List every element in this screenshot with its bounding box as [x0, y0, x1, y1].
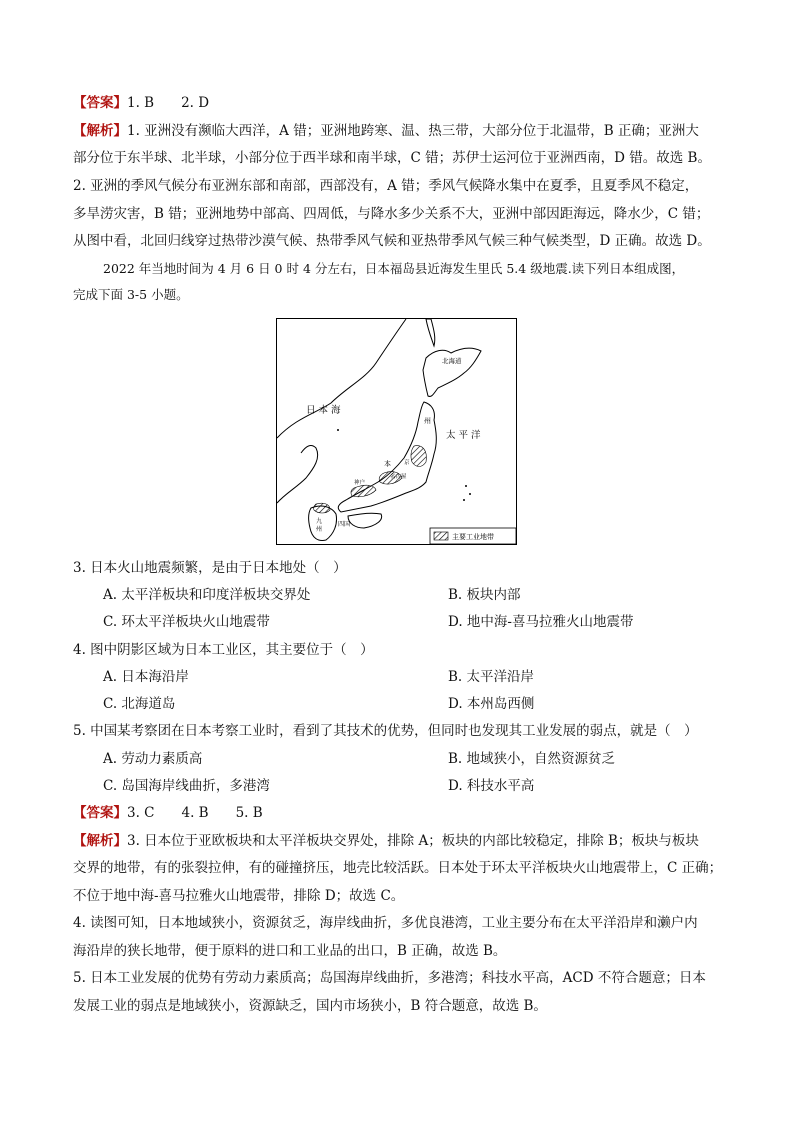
question-5-options-row-1	[103, 749, 616, 769]
analysis-line: 多旱涝灾害，B 错；亚洲地势中部高、四周低，与降水多少关系不大，亚洲中部因距海远，降水少，C 错；	[73, 206, 710, 222]
option-a: A. 日本海沿岸	[103, 669, 189, 685]
question-5-stem: 5. 中国某考察团在日本考察工业时，看到了其技术的优势，但同时也发现其工业发展的弱点，就是（ ）	[73, 723, 698, 739]
answer-line-2	[73, 803, 263, 823]
question-3-options-row-1	[103, 585, 521, 605]
analysis-line: 4. 读图可知，日本地域狭小，资源贫乏，海岸线曲折，多优良港湾，工业主要分布在太平洋沿岸和濑户内	[73, 915, 698, 931]
option-d: D. 科技水平高	[448, 778, 535, 794]
answer-text: 1. B 2. D	[127, 95, 210, 111]
option-d: D. 地中海-喜马拉雅火山地震带	[448, 614, 634, 630]
label-pacific: 太 平 洋	[446, 430, 481, 441]
option-a: A. 劳动力素质高	[103, 751, 203, 767]
analysis-line	[73, 121, 699, 141]
label-sea-of-japan: 日 本 海	[306, 405, 341, 416]
answer-text: 3. C 4. B 5. B	[127, 805, 263, 821]
analysis-tag: 【解析】	[73, 123, 127, 139]
answer-line-1	[73, 93, 209, 113]
label-shikoku: 四国	[338, 521, 351, 528]
industrial-zone-keihin	[411, 446, 426, 467]
japan-map-svg	[276, 318, 517, 545]
analysis-line: 2. 亚洲的季风气候分布亚洲东部和南部，西部没有，A 错；季风气候降水集中在夏季，且夏季风不稳定，	[73, 178, 699, 194]
question-5-options-row-2	[103, 776, 535, 796]
industrial-zone-kitakyushu	[314, 503, 330, 513]
analysis-line: 不位于地中海-喜马拉雅火山地震带，排除 D；故选 C。	[73, 888, 405, 904]
option-b: B. 地域狭小，自然资源贫乏	[448, 751, 616, 767]
option-a: A. 太平洋板块和印度洋板块交界处	[103, 587, 311, 603]
analysis-line	[73, 831, 699, 851]
analysis-line: 发展工业的弱点是地域狭小，资源缺乏，国内市场狭小，B 符合题意，故选 B。	[73, 998, 547, 1014]
label-hokkaido: 北海道	[442, 357, 462, 365]
label-honshu-2: 本	[384, 460, 391, 468]
label-kyushu-2: 州	[316, 526, 323, 533]
analysis-line: 从图中看，北回归线穿过热带沙漠气候、热带季风气候和亚热带季风气候三种气候类型，D 正确。故选 D。	[73, 233, 711, 249]
label-capital: 京	[404, 460, 410, 466]
option-b: B. 太平洋沿岸	[448, 669, 535, 685]
label-kyushu-1: 九	[316, 518, 323, 525]
question-3-options-row-2	[103, 612, 634, 632]
option-b: B. 板块内部	[448, 587, 521, 603]
analysis-tag: 【解析】	[73, 833, 127, 849]
intro-text: 2022 年当地时间为 4 月 6 日 0 时 4 分左右，日本福岛县近海发生里氏 5.4 级地震.读下列日本组成图，	[103, 261, 685, 276]
analysis-line: 交界的地带，有的张裂拉伸，有的碰撞挤压，地壳比较活跃。日本处于环太平洋板块火山地震带上，C 正确；	[73, 860, 723, 876]
analysis-text: 1. 亚洲没有濒临大西洋，A 错；亚洲地跨寒、温、热三带，大部分位于北温带，B 正确；亚洲大	[127, 123, 699, 139]
analysis-text: 3. 日本位于亚欧板块和太平洋板块交界处，排除 A；板块的内部比较稳定，排除 B；板块与板块	[127, 833, 699, 849]
label-nagoya: 名古屋	[390, 474, 407, 480]
label-honshu-1: 州	[424, 417, 431, 425]
legend-swatch	[434, 532, 448, 540]
option-c: C. 岛国海岸线曲折，多港湾	[103, 778, 270, 794]
question-4-options-row-1	[103, 667, 535, 687]
question-3-stem: 3. 日本火山地震频繁，是由于日本地处（ ）	[73, 560, 347, 576]
answer-tag: 【答案】	[73, 95, 127, 111]
answer-tag: 【答案】	[73, 805, 127, 821]
label-kobe: 神户	[354, 480, 366, 486]
legend-label: 主要工业地带	[452, 533, 494, 541]
intro-text: 完成下面 3-5 小题。	[73, 287, 189, 302]
option-c: C. 北海道岛	[103, 696, 176, 712]
analysis-line: 部分位于东半球、北半球，小部分位于西半球和南半球，C 错；苏伊士运河位于亚洲西南，D 错。故选 B。	[73, 150, 711, 166]
japan-map	[276, 318, 517, 545]
question-4-stem: 4. 图中阴影区域为日本工业区，其主要位于（ ）	[73, 642, 374, 658]
option-d: D. 本州岛西侧	[448, 696, 535, 712]
option-c: C. 环太平洋板块火山地震带	[103, 614, 270, 630]
analysis-line: 5. 日本工业发展的优势有劳动力素质高；岛国海岸线曲折，多港湾；科技水平高，ACD 不符合题意；日本	[73, 970, 706, 986]
question-4-options-row-2	[103, 694, 535, 714]
analysis-line: 海沿岸的狭长地带，便于原料的进口和工业品的出口，B 正确，故选 B。	[73, 943, 507, 959]
